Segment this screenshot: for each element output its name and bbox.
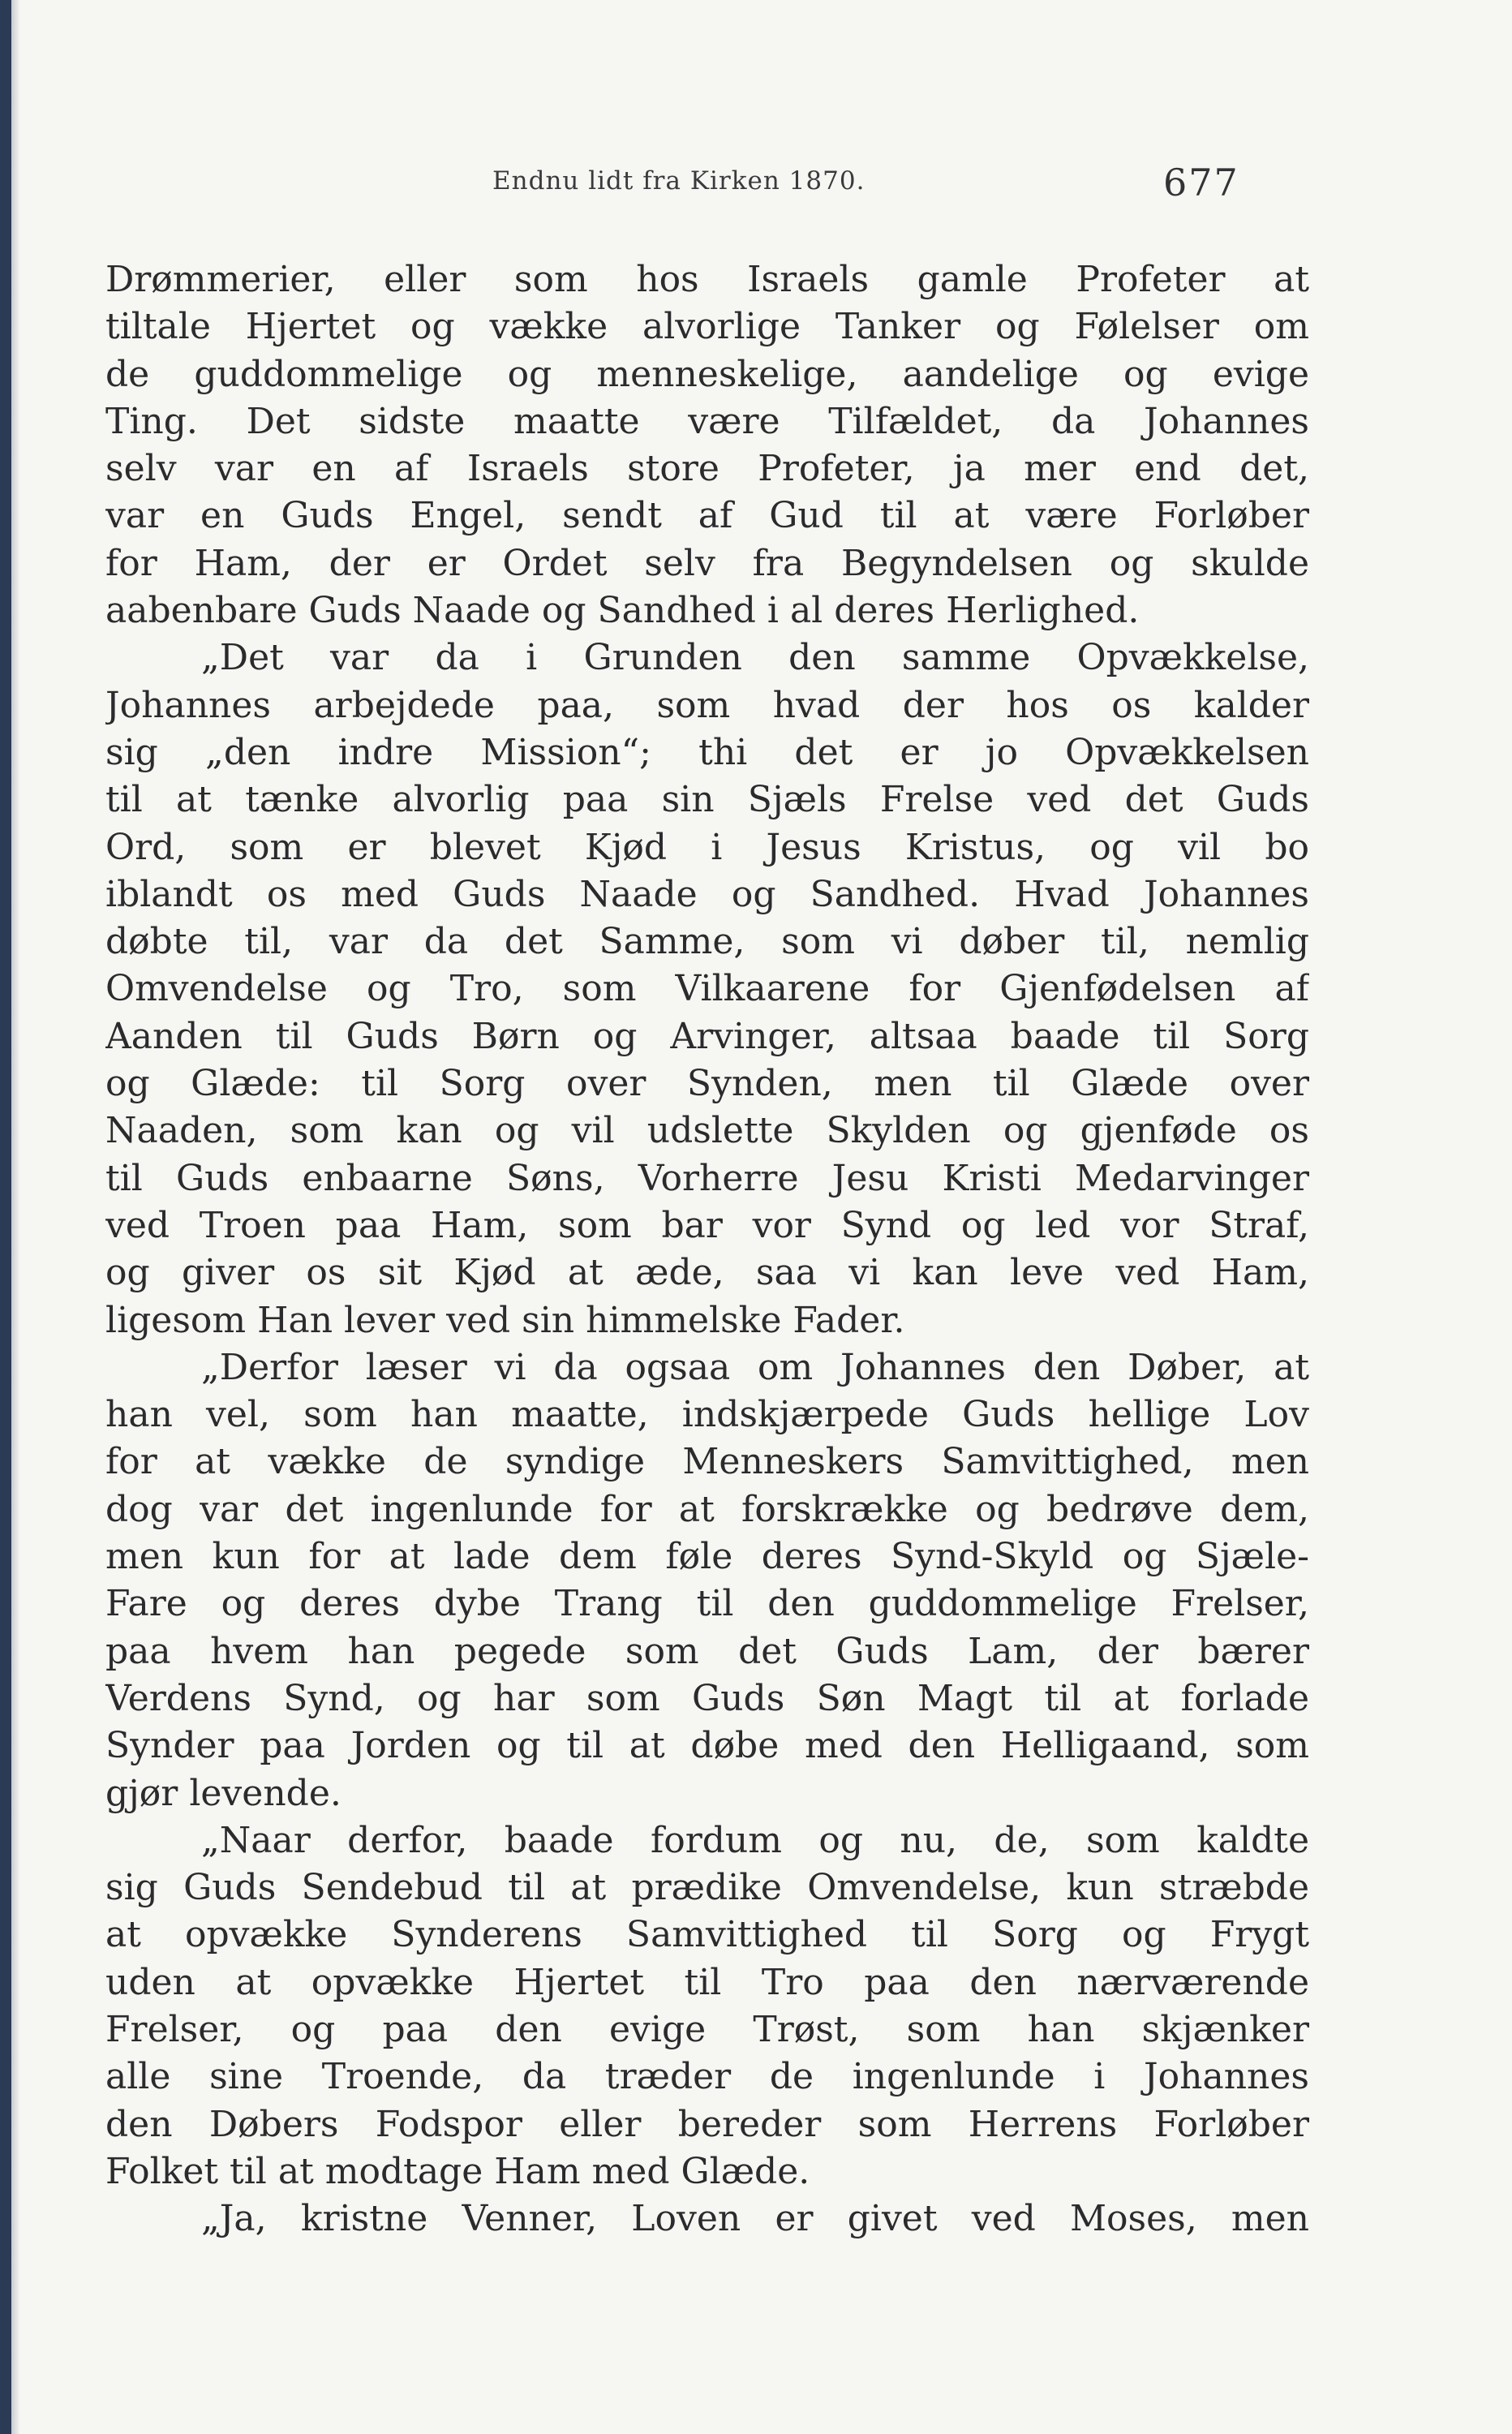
text-line: iblandt os med Guds Naade og Sandhed. Hvad Johannes bbox=[105, 873, 1309, 915]
text-line: men kun for at lade dem føle deres Synd-Skyld og Sjæle- bbox=[105, 1536, 1309, 1578]
text-line: Fare og deres dybe Trang til den guddommelige Frelser, bbox=[105, 1583, 1309, 1625]
text-line: han vel, som han maatte, indskjærpede Guds hellige Lov bbox=[105, 1394, 1309, 1436]
text-line: Drømmerier, eller som hos Israels gamle Profeter at bbox=[105, 259, 1309, 300]
text-line: aabenbare Guds Naade og Sandhed i al deres Herlighed. bbox=[105, 590, 1140, 632]
text-line: de guddommelige og menneskelige, aandelige og evige bbox=[105, 353, 1309, 395]
page-left-edge bbox=[0, 0, 11, 2434]
text-line: Naaden, som kan og vil udslette Skylden og gjenføde os bbox=[105, 1110, 1309, 1152]
text-line: var en Guds Engel, sendt af Gud til at være Forløber bbox=[105, 495, 1309, 537]
text-line: til Guds enbaarne Søns, Vorherre Jesu Kristi Medarvinger bbox=[105, 1157, 1309, 1199]
book-page bbox=[19, 0, 1512, 2434]
text-line: alle sine Troende, da træder de ingenlunde i Johannes bbox=[105, 2056, 1309, 2098]
page-edge-shadow bbox=[11, 0, 19, 2434]
text-line: „Naar derfor, baade fordum og nu, de, som kaldte bbox=[201, 1819, 1309, 1861]
text-line: tiltale Hjertet og vække alvorlige Tanker og Følelser om bbox=[105, 306, 1309, 348]
text-line: Folket til at modtage Ham med Glæde. bbox=[105, 2150, 810, 2192]
running-header: Endnu lidt fra Kirken 1870. bbox=[492, 166, 866, 196]
text-line: Omvendelse og Tro, som Vilkaarene for Gjenfødelsen af bbox=[105, 968, 1309, 1010]
text-line: Frelser, og paa den evige Trøst, som han skjænker bbox=[105, 2008, 1309, 2050]
text-line: sig „den indre Mission“; thi det er jo Opvækkelsen bbox=[105, 731, 1309, 773]
page-number: 677 bbox=[1163, 161, 1239, 204]
text-line: selv var en af Israels store Profeter, ja mer end det, bbox=[105, 448, 1309, 490]
text-line: at opvække Synderens Samvittighed til Sorg og Frygt bbox=[105, 1914, 1309, 1956]
text-line: Aanden til Guds Børn og Arvinger, altsaa baade til Sorg bbox=[105, 1015, 1309, 1057]
text-line: sig Guds Sendebud til at prædike Omvendelse, kun stræbde bbox=[105, 1867, 1309, 1909]
text-line: for at vække de syndige Menneskers Samvittighed, men bbox=[105, 1441, 1309, 1483]
text-line: Synder paa Jorden og til at døbe med den Helligaand, som bbox=[105, 1725, 1309, 1767]
text-line: „Det var da i Grunden den samme Opvækkelse, bbox=[201, 637, 1309, 679]
text-line: og giver os sit Kjød at æde, saa vi kan leve ved Ham, bbox=[105, 1252, 1309, 1294]
text-line: paa hvem han pegede som det Guds Lam, der bærer bbox=[105, 1630, 1309, 1672]
text-line: uden at opvække Hjertet til Tro paa den nærværende bbox=[105, 1961, 1309, 2003]
text-line: dog var det ingenlunde for at forskrække og bedrøve dem, bbox=[105, 1488, 1309, 1530]
text-line: gjør levende. bbox=[105, 1772, 341, 1814]
text-line: Ting. Det sidste maatte være Tilfældet, da Johannes bbox=[105, 400, 1309, 442]
text-line: Ord, som er blevet Kjød i Jesus Kristus, og vil bo bbox=[105, 826, 1309, 868]
text-line: „Derfor læser vi da ogsaa om Johannes den Døber, at bbox=[201, 1346, 1309, 1388]
body-text bbox=[105, 256, 1309, 2243]
text-line: Verdens Synd, og har som Guds Søn Magt til at forlade bbox=[105, 1677, 1309, 1719]
text-line: Johannes arbejdede paa, som hvad der hos os kalder bbox=[105, 684, 1309, 726]
text-line: for Ham, der er Ordet selv fra Begyndelsen og skulde bbox=[105, 542, 1309, 584]
text-line: til at tænke alvorlig paa sin Sjæls Frelse ved det Guds bbox=[105, 779, 1309, 821]
text-line: ved Troen paa Ham, som bar vor Synd og led vor Straf, bbox=[105, 1204, 1309, 1246]
text-line: den Døbers Fodspor eller bereder som Herrens Forløber bbox=[105, 2103, 1309, 2145]
text-line: og Glæde: til Sorg over Synden, men til Glæde over bbox=[105, 1063, 1309, 1105]
text-line: „Ja, kristne Venner, Loven er givet ved Moses, men bbox=[201, 2198, 1309, 2240]
text-line: døbte til, var da det Samme, som vi døber til, nemlig bbox=[105, 921, 1309, 963]
text-line: ligesom Han lever ved sin himmelske Fader. bbox=[105, 1299, 905, 1341]
